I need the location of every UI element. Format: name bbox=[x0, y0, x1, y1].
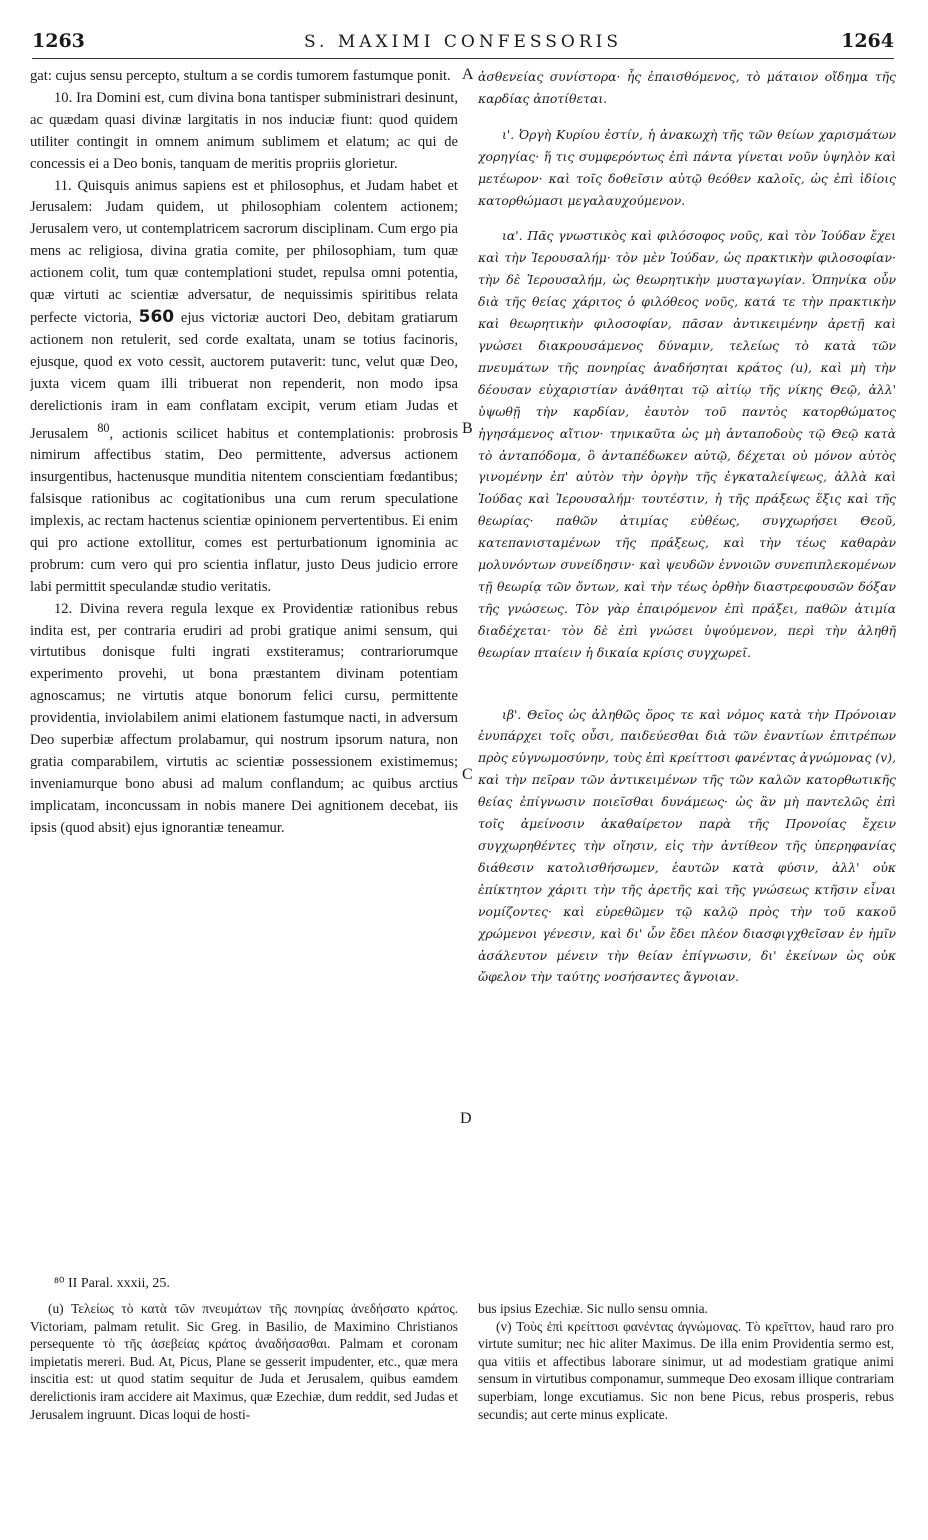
margin-letter-d: D bbox=[460, 1110, 472, 1127]
page-number-right: 1264 bbox=[841, 30, 894, 52]
note-v: (v) Τοὺς ἐπὶ κρείττοσι φανέντας ἀγνώμονας. Τὸ κρεῖττον, haud raro pro virtute sumitur; nec hic aliter Maximus. De illa enim Providentia sermo est, qua vitiis et affectibus laborare sinimur, ut ad modestiam gratique animi sensum in virtutibus componamur, summeque Deo exosam illique contrariam superbiam, longe excutiamus. Sic non bene Picus, rebus prosperis, rebus secundis; aut certe minus explicate. bbox=[478, 1318, 894, 1422]
note-u: (u) Τελείως τὸ κατὰ τῶν πνευμάτων τῆς πονηρίας ἀνεδήσατο κράτος. Victoriam, palmam retulit. Sic Greg. in Basilio, de Maximino Christianos persequente τὸ τῆς ἀσεβείας κράτος ἀναδήσασθαι. Palmam et coronam impietatis mereri. Bud. At, Picus, Plane se gesserit impudenter, etc., quæ mera inscitia est: ut quod statim sequitur de Juda et Jerusalem, quibus eamdem derelictionis iram accidere ait Maximus, quæ Ezechiæ, dum reddit, sed Judas et Jerusalem ingruunt. Dicas loqui de hosti- bbox=[30, 1301, 458, 1422]
margin-letter-b: B bbox=[462, 420, 473, 437]
latin-p11-part-c: , actionis scilicet habitus et contemplationis: probrosis nimirum affectibus statim, Deo permittente, adversus actionem insurgentibus, hactenusque munditia nitentem conscientiam fœdantibus; falsisque rationibus ac cogitationibus una cum rerum speculatione implexis, ac rectam hactenus scientiæ opinionem pervertentibus. Ei enim qui pro actione extollitur, comes est perturbationum ignominia ac probrum: cum vero qui pro scientia inflatur, justo Deus judicio errore labi permittit speculandæ studio veritatis. bbox=[30, 425, 458, 595]
header-rule bbox=[32, 58, 894, 59]
scripture-footnote: ⁸⁰ II Paral. xxxii, 25. bbox=[54, 1276, 170, 1291]
latin-column bbox=[30, 66, 458, 1246]
latin-paragraph-9-end: gat: cujus sensu percepto, stultum a se cordis tumorem fastumque ponit. bbox=[30, 68, 451, 84]
latin-paragraph-10: 10. Ira Domini est, cum divina bona tantisper subministrari desinunt, ac quædam quasi divinæ largitatis in nos induciæ fiunt: quod quidem utiliter contingit in omnem animum sublimem et elatum; ac qui de concessis ei a Deo bonis, tanquam de meritis propriis glorietur. bbox=[30, 89, 458, 172]
greek-column bbox=[478, 66, 896, 1266]
greek-paragraph-12: ιβ'. Θεῖος ὡς ἀληθῶς ὅρος τε καὶ νόμος κατὰ τὴν Πρόνοιαν ἐνυπάρχει τοῖς οὖσι, παιδεύεσθαι διὰ τῶν ἐναντίων ἐπιτρέπων πρὸς εὐγνωμοσύνην, τοὺς ἐπὶ κρείττοσι φανέντας ἀγνώμονας (v), καὶ τὴν πεῖραν τῶν ἀντικειμένων τῆς τῶν καλῶν κατορθωτικῆς θείας ἐπίγνωσιν ποιεῖσθαι δυνάμεως· ὡς ἂν μὴ παντελῶς ἐπὶ τοῖς ἀμείνοσιν ἀκαθαίρετον παρὰ τῆς Προνοίας ἔχειν συγχωρηθέντες τὴν οἴησιν, εἰς τὴν ἀντίθεον τῆς ὑπερηφανίας διάθεσιν κατολισθήσωμεν, ἑαυτῶν κατὰ φύσιν, ἀλλ' οὐκ ἐπίκτητον χάριτι τὴν τῆς ἀρετῆς καὶ τῆς γνώσεως κτῆσιν εἶναι νομίζοντες· καὶ εὑρεθῶμεν τῷ καλῷ πρὸς τὴν τοῦ κακοῦ χρώμενοι γένεσιν, καὶ δι' ὧν ἔδει πλέον διασφιγχθεῖσαν ἐν ἡμῖν ἀσάλευτον μένειν τὴν θείαν ἐπίγνωσιν, δι' ἐκείνων ὡς οὐκ ὤφελον τὴν ταύτης νοσήσαντες ἄγνοιαν. bbox=[478, 706, 896, 985]
latin-paragraph-11 bbox=[30, 176, 458, 599]
latin-paragraph-12: 12. Divina revera regula lexque ex Providentiæ rationibus rebus indita est, per contraria erudiri ad probi gratique animi sensum, qui virtutibus donisque fulti ingrati exstiteramus; contrariorumque experimento provehi, ut bona præstantem divinam potentiam agnoscamus; ne virtutis atque bonorum felici cursu, permittente providentia, inviolabilem animi elationem fastumque nacti, in adversum Deo superbiæ affectum prolabamur, qui nostrum ipsorum natura, non gratia comparabilem, virtutis ac scientiæ possessionem existimemus; inveniamurque bono abusi ad malum conflandum; ac quibus arctius implicatam, inconcussam in nobis manere Dei agnitionem decebat, iis ipsis (quod absit) ejus ignorantiæ teneamur. bbox=[30, 600, 458, 836]
margin-letter-c: C bbox=[462, 766, 473, 783]
greek-paragraph-11: ια'. Πᾶς γνωστικὸς καὶ φιλόσοφος νοῦς, καὶ τὸν Ἰούδαν ἔχει καὶ τὴν Ἱερουσαλήμ· τὸν μὲν Ἰούδαν, ὡς πρακτικὴν φιλοσοφίαν· τὴν δὲ Ἱερουσαλήμ, ὡς θεωρητικὴν μυσταγωγίαν. Ὁπηνίκα οὖν διὰ τῆς θείας χάριτος ὁ φιλόθεος νοῦς, κατά τε τὴν πρακτικὴν καὶ θεωρητικὴν φιλοσοφίαν, πᾶσαν ἀντικειμένην ἀρετῇ καὶ γνώσει διακρουσάμενος δύναμιν, τελείως τὸ κατὰ τῶν πνευμάτων τῆς πονηρίας ἀναδήσηται κράτος (u), καὶ μὴ τὴν δέουσαν εὐχαριστίαν ἀνάθηται τῷ αἰτίῳ τῆς νίκης Θεῷ, ἀλλ' ὑψωθῇ τὴν καρδίαν, ἑαυτὸν τοῦ παντὸς κατορθώματος ἡγησάμενος αἴτιον· τηνικαῦτα ὡς μὴ ἀνταποδοὺς τῷ Θεῷ κατὰ τὸ ἀνταπόδομα, ὃ ἀνταπέδωκεν αὐτῷ, δέχεται οὐ μόνον αὐτὸς γινομένην ἐπ' αὐτὸν τὴν ὀργὴν τῆς ἐγκαταλείψεως, ἀλλὰ καὶ Ἰούδας καὶ Ἱερουσαλήμ· τουτέστιν, ἡ τῆς πράξεως ἕξις καὶ τῆς θεωρίας· παθῶν ἀτιμίας εὐθέως, συγχωρήσει Θεοῦ, κατεπανισταμένων τῆς πράξεως, καὶ τὴν τέως καθαρὰν μολυνόντων συνείδησιν· καὶ ψευδῶν ἐννοιῶν συνεπιπλεκομένων τῇ θεωρίᾳ τῶν ὄντων, καὶ τὴν τέως ὀρθὴν διαστρεφουσῶν δόξαν τῆς γνώσεως. Τὸν γὰρ ἐπαιρόμενον ἐπὶ πράξει, παθῶν ἀτιμία διαδέχεται· τὸν δὲ ἐπὶ γνώσει ὑψούμενον, περὶ τὴν ἀληθῆ θεωρίαν πταίειν ἡ δικαία κρίσις συγχωρεῖ. bbox=[478, 228, 896, 660]
column-number-marker: 560 bbox=[138, 306, 175, 327]
latin-p11-part-a: 11. Quisquis animus sapiens est et philosophus, et Judam habet et Jerusalem: Judam quidem, ut philosophiam colentem actionem; Jerusalem vero, ut contemplatricem sacrorum disciplinam. Cum ergo pia mens ac religiosa, divina gratia comite, per philosophiam, tum quæ actionem colit, tum quæ contemplationi studet, repulsa omni potentia, quæ virtuti ac scientiæ adversatur, de nequissimis spiritibus relata perfecte victoria, bbox=[30, 177, 458, 326]
running-title: S. MAXIMI CONFESSORIS bbox=[304, 32, 622, 52]
running-header bbox=[32, 30, 894, 60]
greek-paragraph-10: ι'. Ὀργὴ Κυρίου ἐστίν, ἡ ἀνακωχὴ τῆς τῶν θείων χαρισμάτων χορηγίας· ἥ τις συμφερόντως ἐπὶ πάντα γίνεται νοῦν ὑψηλὸν καὶ μετέωρον· καὶ τοῖς δοθεῖσιν αὐτῷ θεόθεν καλοῖς, ὡς ἐπὶ ἰδίοις κατορθώμασι μεγαλαυχούμενον. bbox=[478, 126, 896, 208]
notes-right bbox=[478, 1300, 894, 1530]
notes-left bbox=[30, 1300, 458, 1530]
margin-letter-a: A bbox=[462, 66, 474, 83]
page-number-left: 1263 bbox=[32, 30, 85, 52]
greek-paragraph-9-end: ἀσθενείας συνίστορα· ἧς ἐπαισθόμενος, τὸ μάταιον οἴδημα τῆς καρδίας ἀποτίθεται. bbox=[478, 69, 896, 106]
note-u-continued: bus ipsius Ezechiæ. Sic nullo sensu omnia. bbox=[478, 1301, 708, 1316]
latin-p11-part-b: ejus victoriæ auctori Deo, debitam gratiarum actionem non retulerit, sed corde exaltata, unam se totius facinoris, ejusque, quod ex voto cessit, auctorem putaverit: tunc, velut quæ Deo, juxta vicem quam illi tribuerat non rependerit, non modo ipsa derelictionis iram in eam conflatam excipit, verum etiam Judas et Jerusalem bbox=[30, 309, 458, 442]
footnote-reference: 80 bbox=[97, 420, 110, 435]
